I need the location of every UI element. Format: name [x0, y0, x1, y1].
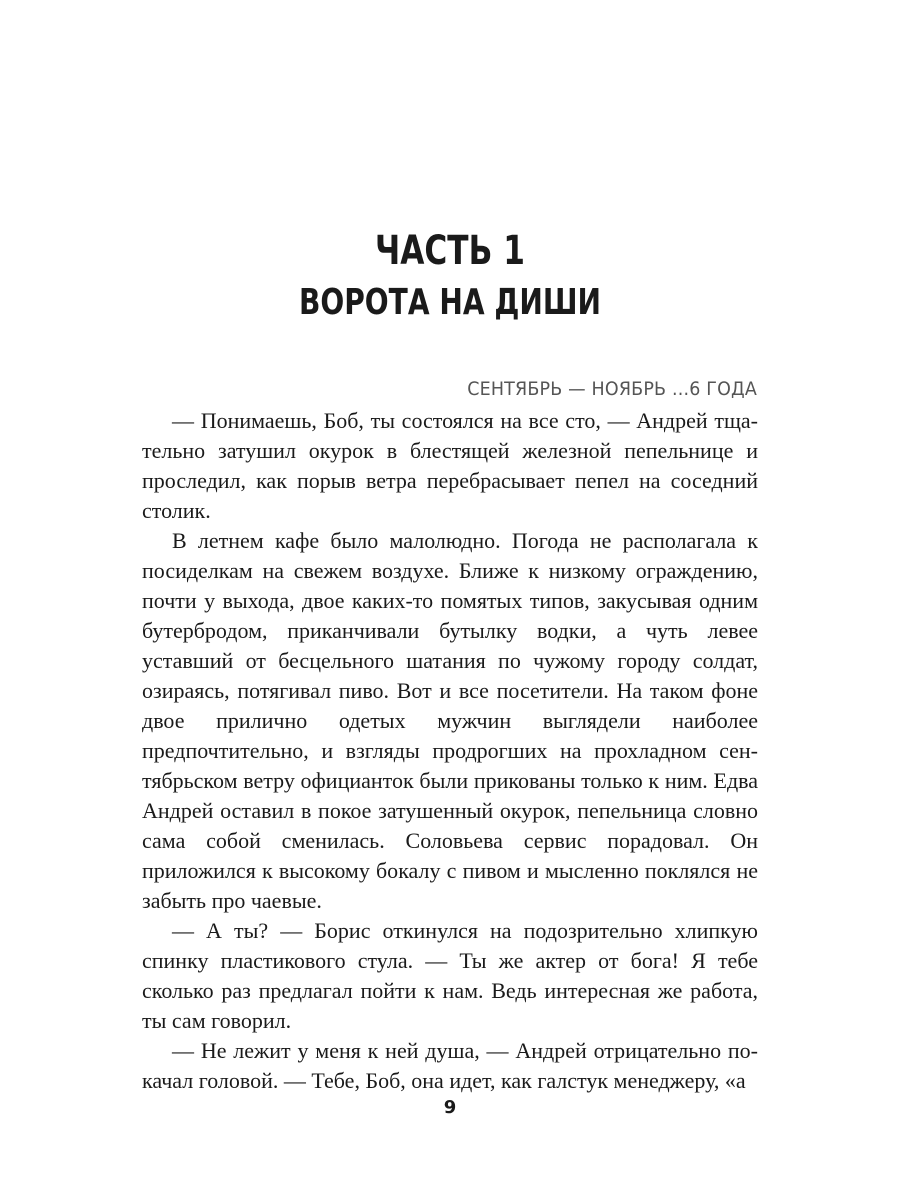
- body-text: [142, 406, 758, 1096]
- paragraph: В летнем кафе было малолюдно. Погода не располагала к посиделкам на свежем воздухе. Ближе к низкому ограждению, почти у выхода, двое каких-то помятых типов, закусывая одним бутербродом, приканчивали бутылку водки, а чуть левее уставший от бесцельного шатания по чужому городу солдат, озираясь, потягивал пиво. Вот и все посетители. На таком фоне двое прилично одетых мужчин выглядели наиболее предпочтительно, и взгляды продрогших на прохладном сентябрьском ветру официанток были прикованы только к ним. Едва Андрей оставил в покое затушенный окурок, пепельница словно сама собой сменилась. Соловьева сервис порадовал. Он приложился к высокому бокалу с пивом и мысленно поклялся не забыть про чаевые.: [142, 528, 758, 913]
- paragraph: — Не лежит у меня к ней душа, — Андрей отрицательно покачал головой. — Тебе, Боб, она идет, как галстук менеджеру, «а: [142, 1038, 758, 1093]
- chapter-dates: СЕНТЯБРЬ — НОЯБРЬ ...6 ГОДА: [467, 378, 757, 400]
- paragraph: — Понимаешь, Боб, ты состоялся на все сто, — Андрей тщательно затушил окурок в блестящей железной пепельнице и проследил, как порыв ветра перебрасывает пепел на соседний столик.: [142, 408, 758, 523]
- page-number: 9: [443, 1097, 457, 1118]
- chapter-title: ВОРОТА НА ДИШИ: [298, 282, 602, 323]
- paragraph: — А ты? — Борис откинулся на подозрительно хлипкую спинку пластикового стула. — Ты же актер от бога! Я тебе сколько раз предлагал пойти к нам. Ведь интересная же работа, ты сам говорил.: [142, 918, 758, 1033]
- part-title: ЧАСТЬ 1: [375, 228, 525, 274]
